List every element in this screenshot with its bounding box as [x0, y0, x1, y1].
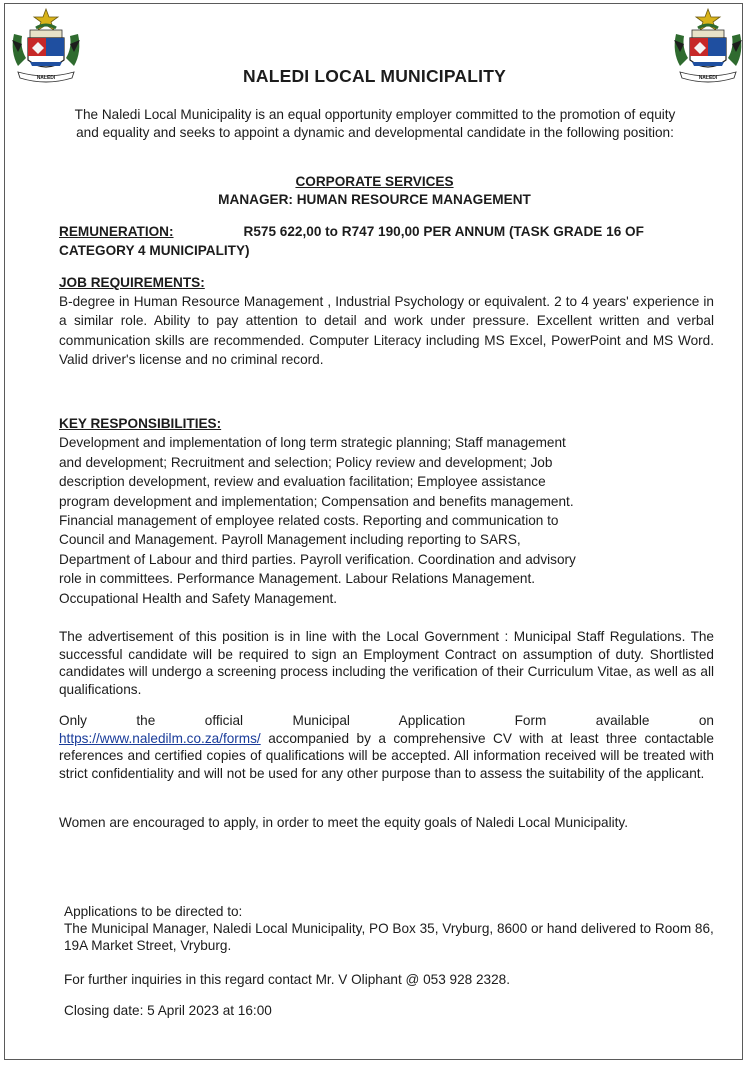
position-title: MANAGER: HUMAN RESOURCE MANAGEMENT: [218, 192, 531, 207]
application-form-text: accompanied by a comprehensive CV with at least three contactable references and certified copies of qualifications will be accepted. All information received will be treated with strict confidentiality and will not be used for any other purpose than to assess the suitability of the applicant.: [59, 730, 714, 781]
application-form-first-line: Only the official Municipal Application Form available on: [59, 713, 714, 728]
key-responsibilities-line: description development, review and evaluation facilitation; Employee assistance: [59, 474, 546, 490]
remuneration-section: [59, 222, 714, 260]
remuneration-value: R575 622,00 to R747 190,00 PER ANNUM (TASK GRADE 16 OF CATEGORY 4 MUNICIPALITY): [59, 224, 644, 259]
key-responsibilities-section: [59, 414, 714, 608]
job-requirements-text: B-degree in Human Resource Management , Industrial Psychology or equivalent. 2 to 4 years' experience in a similar role. Ability to pay attention to detail and work under pressure. Excellent written and verbal communication skills are recommended. Computer Literacy including MS Excel, PowerPoint and MS Word. Valid driver's license and no criminal record.: [59, 294, 714, 367]
key-responsibilities-line: role in committees. Performance Management. Labour Relations Management.: [59, 571, 536, 587]
advertisement-paragraph: The advertisement of this position is in line with the Local Government : Municipal Staff Regulations. The successful candidate will be required to sign an Employment Contract on assumption of duty. Shortlisted candidates will undergo a screening process including the verification of their Curriculum Vitae, as well as all qualifications.: [59, 629, 714, 697]
position-heading: [0, 173, 749, 209]
key-responsibilities-line: and development; Recruitment and selection; Policy review and development; Job: [59, 454, 553, 470]
closing-date: Closing date: 5 April 2023 at 16:00: [64, 1003, 272, 1018]
women-encouraged-paragraph: Women are encouraged to apply, in order to meet the equity goals of Naledi Local Municipality.: [59, 815, 628, 830]
key-responsibilities-heading: KEY RESPONSIBILITIES:: [59, 416, 222, 431]
application-form-paragraph: [59, 712, 714, 782]
logo-motto-right: NALEDI: [698, 75, 718, 81]
job-requirements-section: [59, 273, 714, 369]
key-responsibilities-line: Financial management of employee related costs. Reporting and communication to: [59, 513, 559, 529]
key-responsibilities-line: Department of Labour and third parties. Payroll verification. Coordination and advisory: [59, 551, 576, 567]
logo-motto-left: NALEDI: [36, 75, 56, 81]
key-responsibilities-line: Occupational Health and Safety Management.: [59, 590, 338, 606]
remuneration-label: REMUNERATION:: [59, 224, 174, 239]
applications-section: [64, 904, 714, 954]
key-responsibilities-line: Development and implementation of long term strategic planning; Staff management: [59, 435, 566, 451]
page-title: NALEDI LOCAL MUNICIPALITY: [243, 66, 506, 86]
department-name: CORPORATE SERVICES: [295, 174, 454, 189]
applications-heading: Applications to be directed to:: [64, 904, 243, 919]
key-responsibilities-line: program development and implementation; Compensation and benefits management.: [59, 493, 574, 509]
applications-address: The Municipal Manager, Naledi Local Municipality, PO Box 35, Vryburg, 8600 or hand delivered to Room 86, 19A Market Street, Vryburg.: [64, 920, 714, 953]
key-responsibilities-line: Council and Management. Payroll Management including reporting to SARS,: [59, 532, 521, 548]
job-requirements-heading: JOB REQUIREMENTS:: [59, 275, 205, 290]
intro-paragraph: The Naledi Local Municipality is an equal opportunity employer committed to the promotion of equity and equality and seeks to appoint a dynamic and developmental candidate in the following position:: [74, 107, 676, 140]
inquiries-text: For further inquiries in this regard contact Mr. V Oliphant @ 053 928 2328.: [64, 972, 511, 987]
forms-link[interactable]: https://www.naledilm.co.za/forms/: [59, 730, 261, 746]
